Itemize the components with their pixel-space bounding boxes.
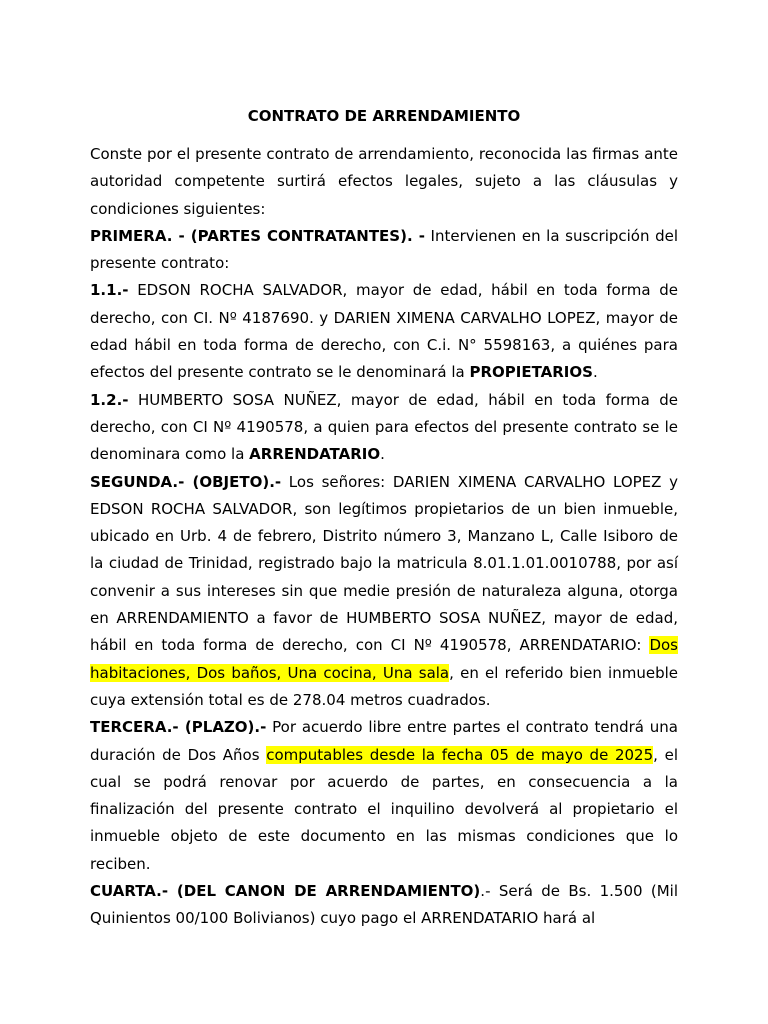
document-title: CONTRATO DE ARRENDAMIENTO bbox=[247, 107, 521, 125]
clause-tercera-heading: TERCERA.- (PLAZO).- bbox=[90, 718, 267, 737]
clause-1-2 bbox=[90, 387, 678, 469]
document-body bbox=[90, 141, 678, 933]
clause-tercera-text: Por acuerdo libre entre partes el contrato tendrá una duración de Dos Años bbox=[90, 718, 678, 764]
clause-tercera-highlight: computables desde la fecha 05 de mayo de 2025 bbox=[266, 745, 654, 764]
intro-paragraph: Conste por el presente contrato de arrendamiento, reconocida las firmas ante autoridad competente surtirá efectos legales, sujeto a las cláusulas y condiciones siguientes: bbox=[90, 145, 678, 218]
clause-segunda-text: Los señores: DARIEN XIMENA CARVALHO LOPEZ y EDSON ROCHA SALVADOR, son legítimos propietarios de un bien inmueble, ubicado en Urb. 4 de febrero, Distrito número 3, Manzano L, Calle Isiboro de la ciudad de Trinidad, registrado bajo la matricula 8.01.1.01.0010788, por así convenir a sus intereses sin que medie presión de naturaleza alguna, otorga en ARRENDAMIENTO a favor de HUMBERTO SOSA NUÑEZ, mayor de edad, hábil en toda forma de derecho, con CI Nº 4190578, ARRENDATARIO: bbox=[90, 472, 678, 655]
clause-1-2-text: HUMBERTO SOSA NUÑEZ, mayor de edad, hábil en toda forma de derecho, con CI Nº 4190578, a quien para efectos del presente contrato se le denominara como la bbox=[90, 390, 678, 464]
clause-segunda-heading: SEGUNDA.- (OBJETO).- bbox=[90, 472, 282, 491]
clause-1-1 bbox=[90, 277, 678, 386]
clause-segunda-end: , en el referido bien inmueble cuya extensión total es de 278.04 metros cuadrados. bbox=[90, 663, 678, 709]
clause-1-1-end: . bbox=[592, 363, 598, 382]
clause-primera bbox=[90, 223, 678, 278]
clause-cuarta bbox=[90, 878, 678, 933]
clause-cuarta-heading: CUARTA.- (DEL CANON DE ARRENDAMIENTO) bbox=[90, 882, 481, 901]
clause-1-2-end: . bbox=[380, 445, 385, 464]
clause-segunda-highlight: Dos habitaciones, Dos baños, Una cocina, Una sala bbox=[90, 636, 678, 682]
clause-tercera bbox=[90, 714, 678, 878]
clause-1-2-term: ARRENDATARIO bbox=[249, 445, 381, 464]
clause-1-1-term: PROPIETARIOS bbox=[469, 363, 593, 382]
clause-1-1-number: 1.1.- bbox=[90, 281, 129, 300]
clause-primera-heading: PRIMERA. - (PARTES CONTRATANTES). - bbox=[90, 226, 425, 245]
clause-cuarta-text: .- Será de Bs. 1.500 (Mil Quinientos 00/100 Bolivianos) cuyo pago el ARRENDATARIO hará al bbox=[90, 882, 679, 928]
clause-tercera-end: , el cual se podrá renovar por acuerdo de partes, en consecuencia a la finalización del presente contrato el inquilino devolverá al propietario el inmueble objeto de este documento en las mismas condiciones que lo reciben. bbox=[90, 745, 678, 873]
clause-primera-text: Intervienen en la suscripción del presente contrato: bbox=[90, 226, 678, 273]
clause-1-2-number: 1.2.- bbox=[90, 390, 129, 409]
clause-segunda bbox=[90, 469, 678, 715]
clause-1-1-text: EDSON ROCHA SALVADOR, mayor de edad, hábil en toda forma de derecho, con CI. Nº 4187690. y DARIEN XIMENA CARVALHO LOPEZ, mayor de edad hábil en toda forma de derecho, con C.i. N° 5598163, a quiénes para efectos del presente contrato se le denominará la bbox=[90, 281, 678, 382]
